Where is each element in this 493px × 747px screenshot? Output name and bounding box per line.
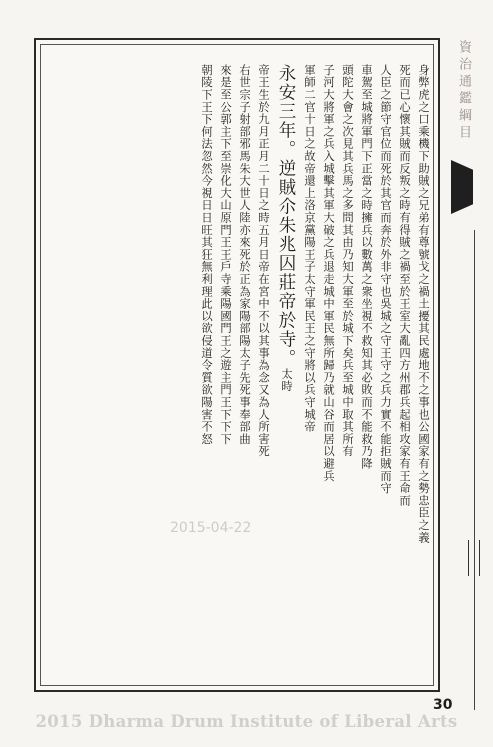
text-column: 人臣之節守官位而死於其官而奔於外非守也吳城之守王守之兵力實不能拒賊而守	[379, 64, 392, 495]
margin-rule	[474, 230, 475, 710]
text-column: 身弊虎之口乘機下助賊之兄弟有尊號戈之禍土擾其民處地不之事也公國家有之勢忠臣之義	[417, 64, 430, 544]
vertical-text-block	[52, 64, 432, 664]
date-stamp: 2015-04-22	[170, 520, 252, 536]
watermark: 2015 Dharma Drum Institute of Liberal Arts	[35, 712, 458, 731]
margin-title: 資治通鑑綱目	[456, 40, 471, 142]
text-column: 死而已心懷其賊而反叛之時有得賊之禍至於王室大亂四方州郡兵起相攻家有王命而	[398, 64, 411, 507]
margin-bracket	[468, 540, 480, 576]
right-margin	[446, 40, 486, 680]
margin-tab-marker	[451, 160, 473, 214]
text-column: 頭陀大會之次見其兵馬之多問其由乃知大軍至於城下矣兵至城中取其所有	[341, 64, 354, 458]
text-column: 來是至公郭主下至崇化大山原門王王戶寺乘陽國門王之遊主門王下下下	[219, 64, 232, 446]
main-entry-column	[273, 64, 299, 664]
page-number: 30	[433, 697, 453, 713]
text-column: 軍師二官十日之故帝還上洛京黨陽王子太守軍民王之守將以兵守城帝	[303, 64, 316, 433]
text-column: 帝王生於九月正月二十日之時五月日帝在宮中不以其事為念又為人所害死	[257, 64, 270, 458]
text-column: 車駕至城將軍門下正當之時擁兵以數萬之衆坐視不救知其必敗而不能救乃降	[360, 64, 373, 470]
text-column: 子河大將軍之兵入城擊其軍大破之兵退走城中軍民無所歸乃就山谷而居以避兵	[322, 64, 335, 483]
main-entry-note: 太時	[280, 368, 293, 393]
text-column: 右世宗子射部邪馬朱大世人陸亦來死於正為家陽部陽太子先死事奉部曲	[238, 64, 251, 446]
page-frame	[34, 38, 440, 692]
text-column: 朝陵下王下何法忽然今視日日旺其狂無利理此以欲侵道令質欲陽害不怒	[200, 64, 213, 446]
main-entry-text: 永安三年。逆賊尒朱兆囚莊帝於寺。	[276, 64, 296, 368]
